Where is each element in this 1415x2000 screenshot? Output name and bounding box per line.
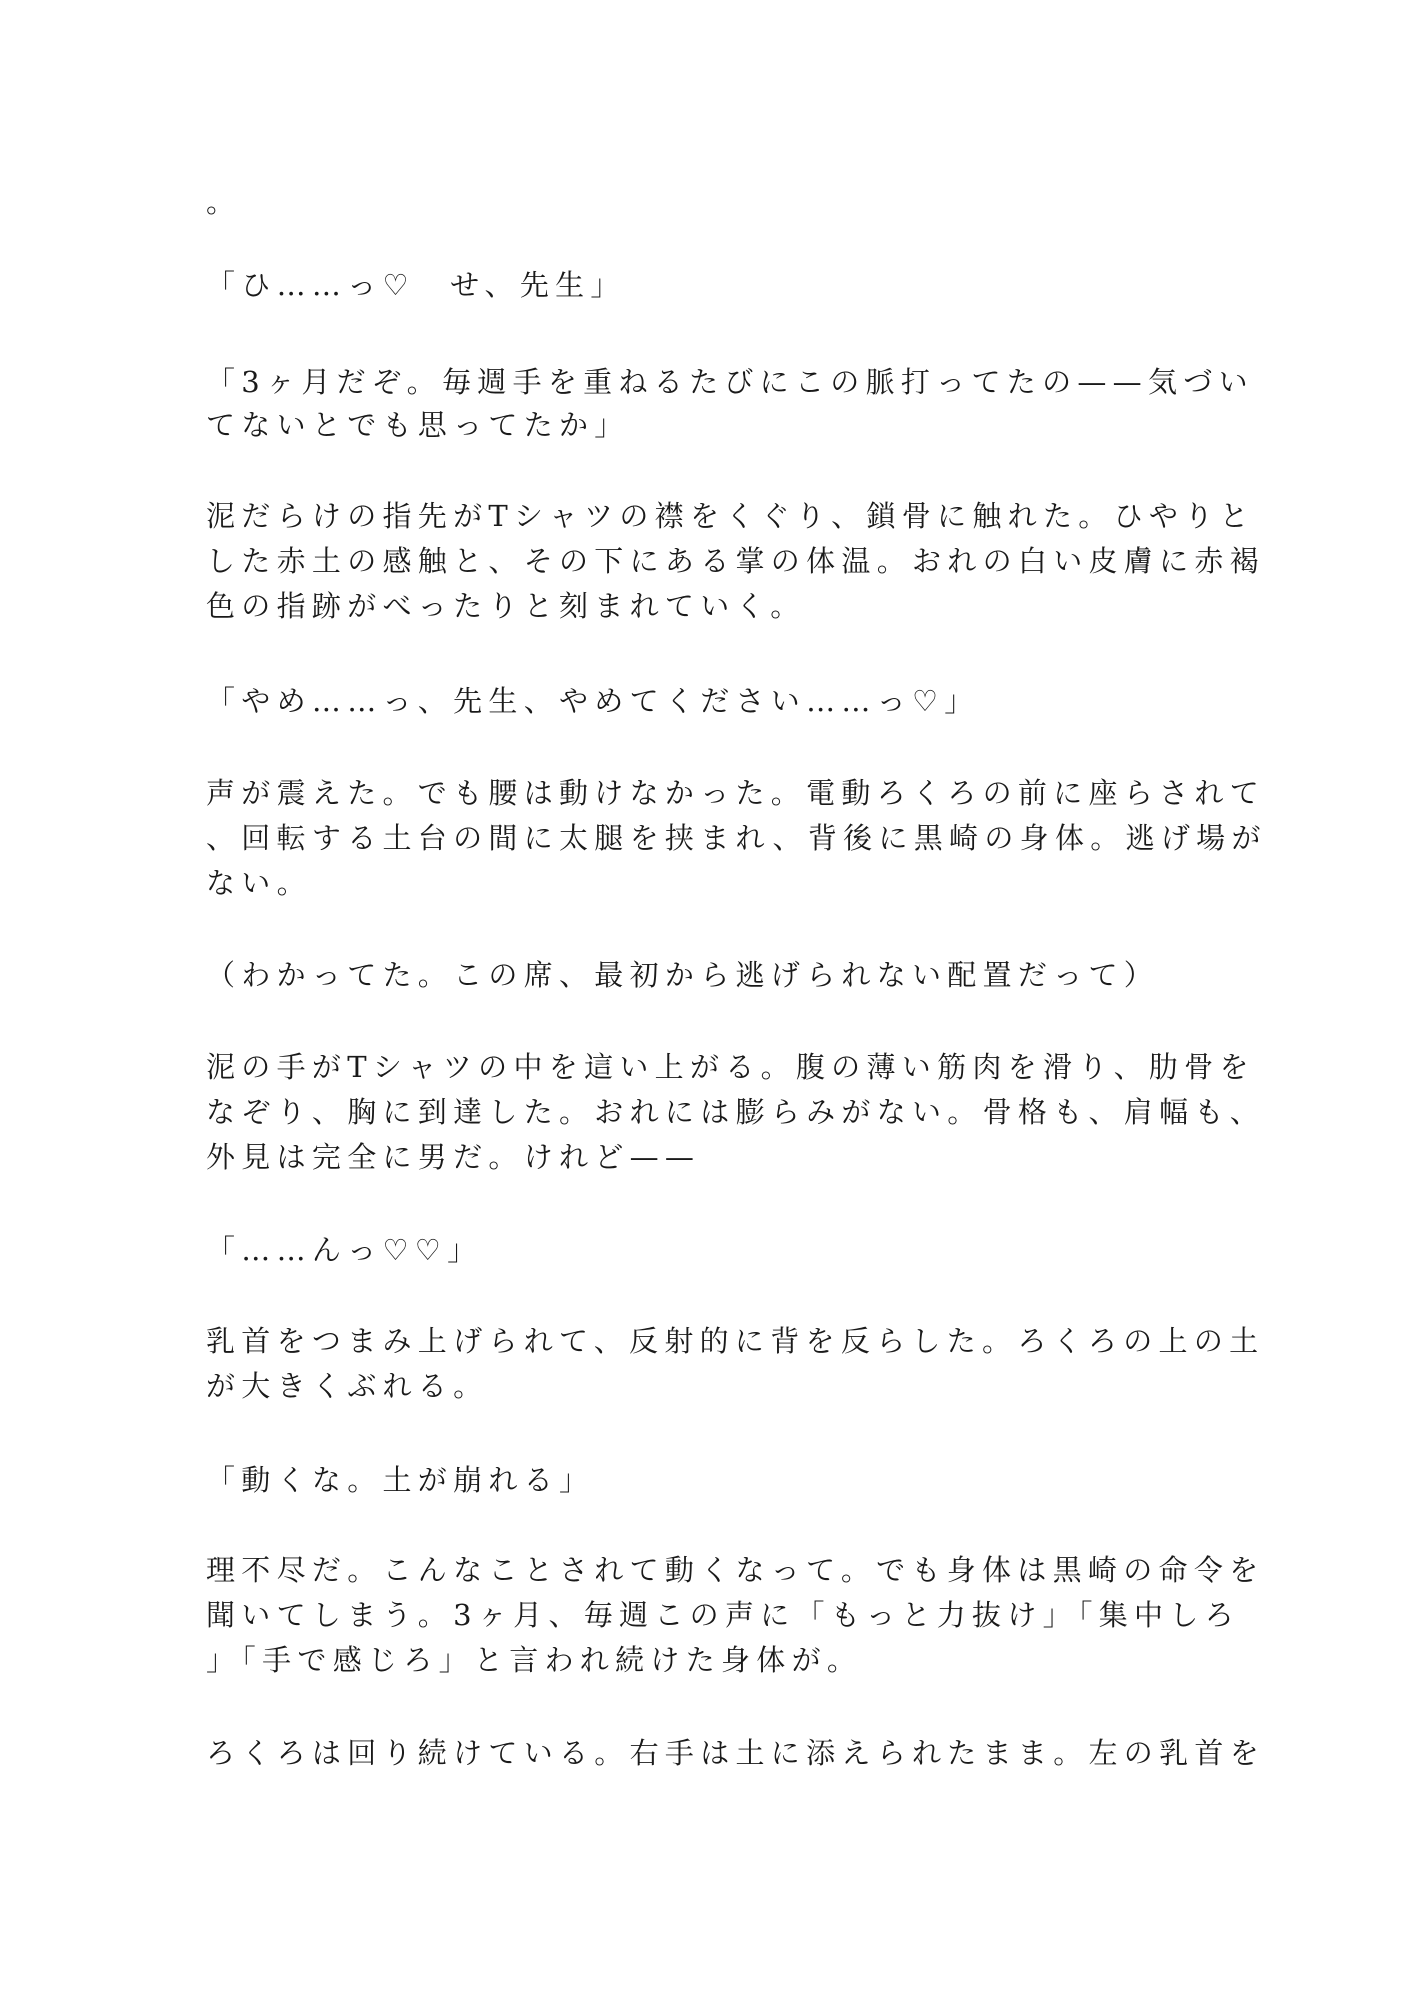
text-line: 「ひ……っ♡ せ、先生」 [206, 268, 626, 302]
text-line: 「動くな。土が崩れる」 [206, 1463, 595, 1497]
text-line: 泥だらけの指先がTシャツの襟をくぐり、鎖骨に触れた。ひやりと [206, 499, 1255, 533]
text-line: なぞり、胸に到達した。おれには膨らみがない。骨格も、肩幅も、 [206, 1095, 1266, 1129]
text-line: （わかってた。この席、最初から逃げられない配置だって） [206, 958, 1160, 992]
text-line: 外見は完全に男だ。けれど—— [206, 1140, 701, 1174]
text-line: てないとでも思ってたか」 [206, 408, 630, 442]
text-line: 」「手で感じろ」と言われ続けた身体が。 [206, 1643, 863, 1677]
text-line: 「やめ……っ、先生、やめてください……っ♡」 [206, 684, 980, 718]
text-line: 泥の手がTシャツの中を這い上がる。腹の薄い筋肉を滑り、肋骨を [206, 1050, 1255, 1084]
text-line: 「……んっ♡♡」 [206, 1233, 483, 1267]
text-line: が大きくぶれる。 [206, 1369, 489, 1403]
text-line: した赤土の感触と、その下にある掌の体温。おれの白い皮膚に赤褐 [206, 544, 1266, 578]
text-line: 声が震えた。でも腰は動けなかった。電動ろくろの前に座らされて [206, 776, 1266, 810]
text-line: 。 [206, 185, 242, 219]
text-line: ない。 [206, 866, 312, 900]
text-line: 色の指跡がべったりと刻まれていく。 [206, 589, 806, 623]
text-line: 乳首をつまみ上げられて、反射的に背を反らした。ろくろの上の土 [206, 1324, 1265, 1358]
text-line: 「3ヶ月だぞ。毎週手を重ねるたびにこの脈打ってたの——気づい [206, 365, 1254, 399]
text-line: 聞いてしまう。3ヶ月、毎週この声に「もっと力抜け」「集中しろ [206, 1598, 1240, 1632]
text-line: 理不尽だ。こんなことされて動くなって。でも身体は黒崎の命令を [206, 1553, 1265, 1587]
text-line: 、回転する土台の間に太腿を挟まれ、背後に黒崎の身体。逃げ場が [206, 821, 1267, 855]
text-line: ろくろは回り続けている。右手は土に添えられたまま。左の乳首を [206, 1736, 1266, 1770]
